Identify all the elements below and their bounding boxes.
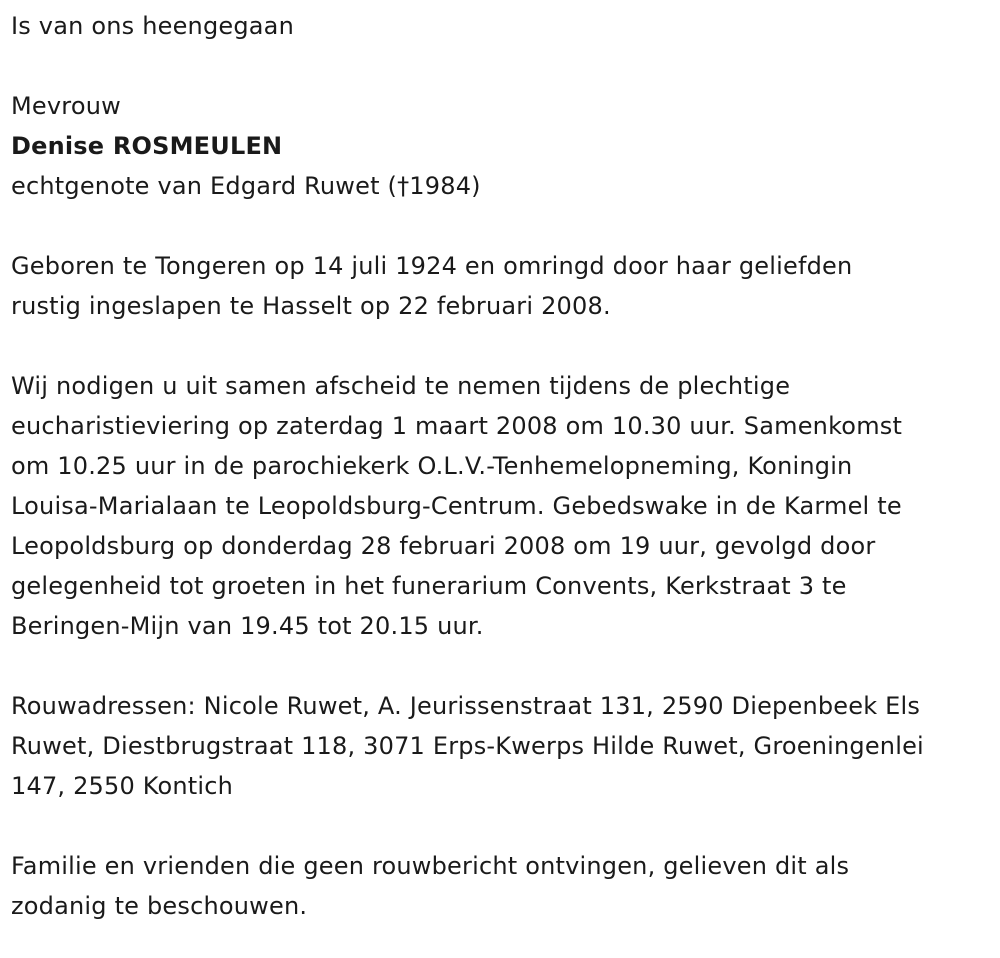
obituary-notice — [11, 6, 991, 926]
ceremony-line: eucharistieviering op zaterdag 1 maart 2008 om 10.30 uur. Samenkomst — [11, 412, 903, 440]
ceremony-line: Beringen-Mijn van 19.45 tot 20.15 uur. — [11, 612, 484, 640]
ceremony-line: gelegenheid tot groeten in het funerarium Convents, Kerkstraat 3 te — [11, 572, 847, 600]
spacer — [11, 326, 991, 366]
address-line: Ruwet, Diestbrugstraat 118, 3071 Erps-Kwerps Hilde Ruwet, Groeningenlei — [11, 732, 924, 760]
honorific: Mevrouw — [11, 92, 121, 120]
address-line: 147, 2550 Kontich — [11, 772, 234, 800]
spacer — [11, 206, 991, 246]
birth-line: rustig ingeslapen te Hasselt op 22 februari 2008. — [11, 292, 611, 320]
ceremony-line: om 10.25 uur in de parochiekerk O.L.V.-Tenhemelopneming, Koningin — [11, 452, 853, 480]
spacer — [11, 806, 991, 846]
ceremony-line: Louisa-Marialaan te Leopoldsburg-Centrum. Gebedswake in de Karmel te — [11, 492, 902, 520]
address-line: Rouwadressen: Nicole Ruwet, A. Jeurissenstraat 131, 2590 Diepenbeek Els — [11, 692, 921, 720]
ceremony-line: Wij nodigen u uit samen afscheid te nemen tijdens de plechtige — [11, 372, 791, 400]
spacer — [11, 646, 991, 686]
ceremony-line: Leopoldsburg op donderdag 28 februari 2008 om 19 uur, gevolgd door — [11, 532, 876, 560]
deceased-name: Denise ROSMEULEN — [11, 132, 283, 160]
spacer — [11, 46, 991, 86]
closing-line: zodanig te beschouwen. — [11, 892, 308, 920]
closing-line: Familie en vrienden die geen rouwbericht ontvingen, gelieven dit als — [11, 852, 850, 880]
intro-line: Is van ons heengegaan — [11, 12, 295, 40]
spouse-line: echtgenote van Edgard Ruwet (†1984) — [11, 172, 481, 200]
birth-line: Geboren te Tongeren op 14 juli 1924 en omringd door haar geliefden — [11, 252, 853, 280]
